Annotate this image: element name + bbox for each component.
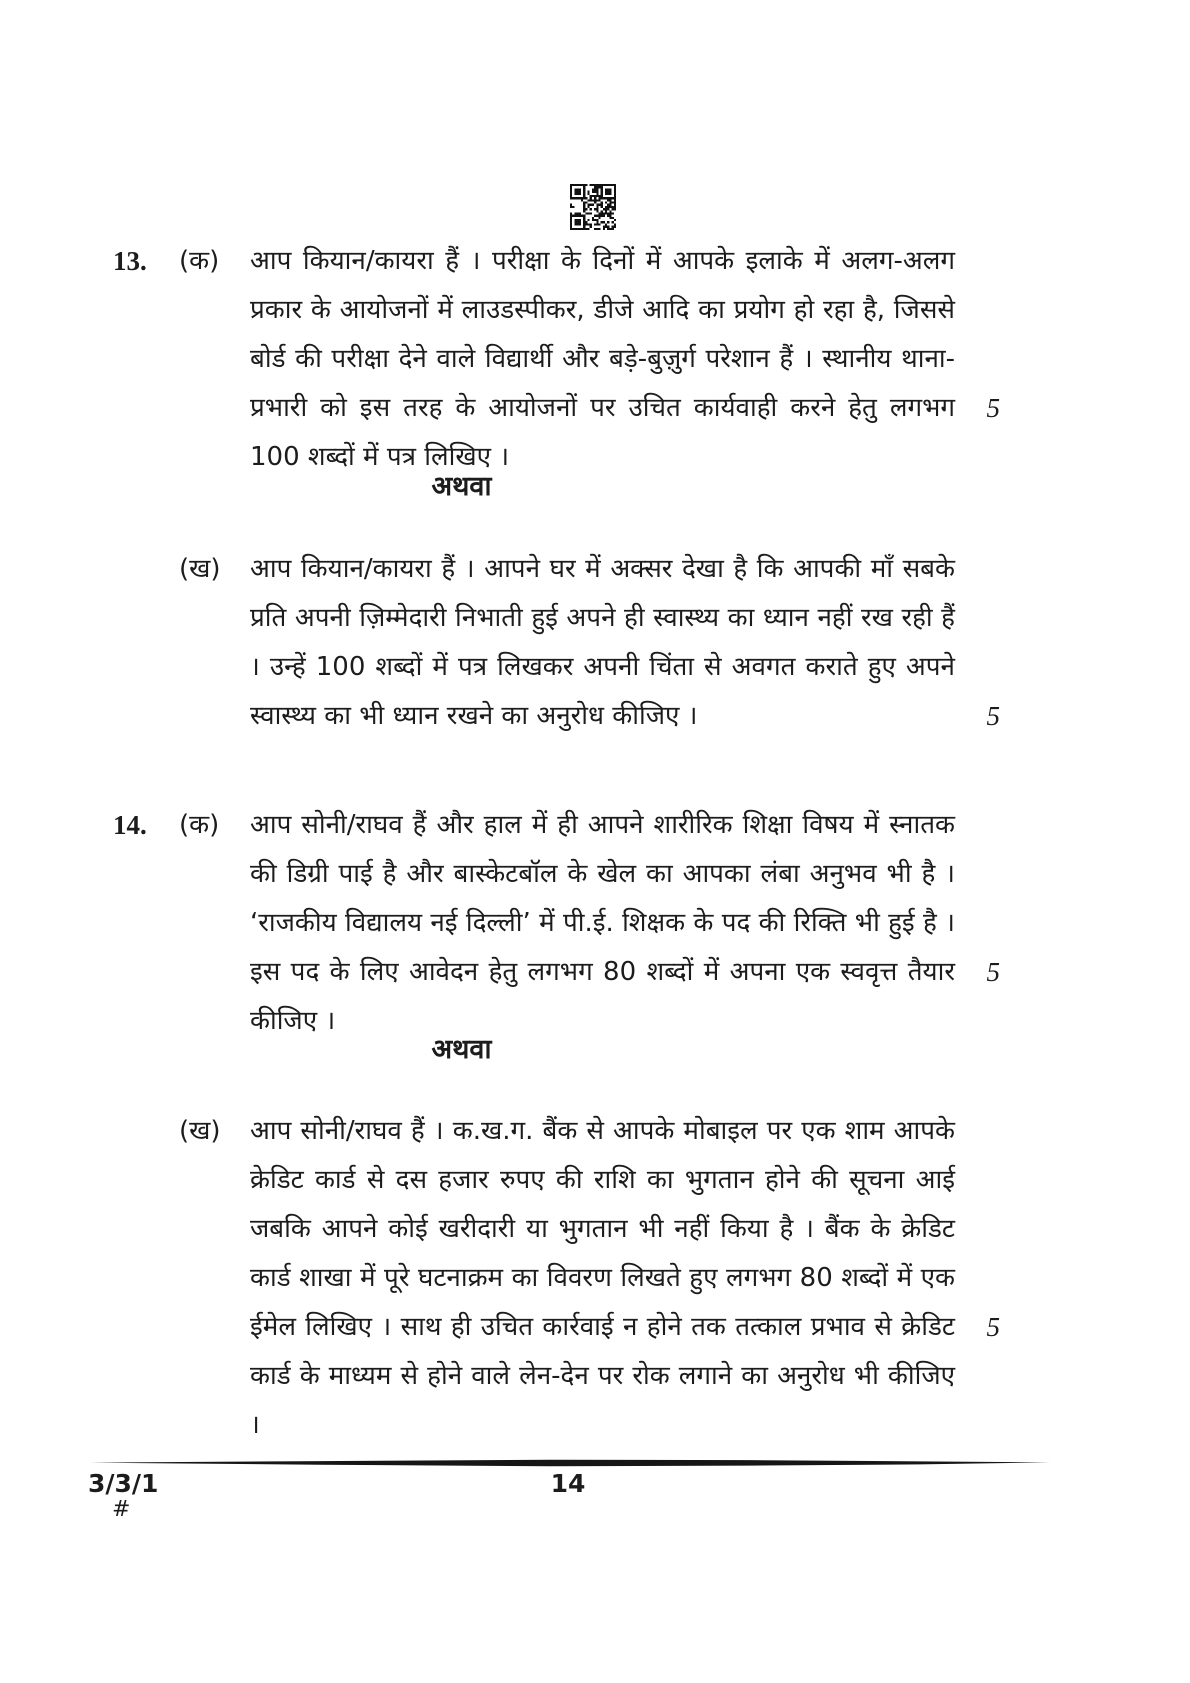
hash-mark: # xyxy=(112,1497,131,1522)
or-separator: अथवा xyxy=(431,471,492,502)
marks-value: 5 xyxy=(986,957,1000,987)
question-number: 13. xyxy=(113,246,147,276)
part-label: (ख) xyxy=(179,554,221,584)
question-14-part-a xyxy=(113,801,1000,1046)
marks-value: 5 xyxy=(986,701,1000,731)
question-text: आप कियान/कायरा हैं । आपने घर में अक्सर देखा है कि आपकी माँ सबके प्रति अपनी ज़िम्मेदारी निभाती हुई अपने ही स्वास्थ्य का ध्यान नहीं रख रही हैं । उन्हें 100 शब्दों में पत्र लिखकर अपनी चिंता से अवगत कराते हुए अपने स्वास्थ्य का भी ध्यान रखने का अनुरोध कीजिए । xyxy=(250,554,955,731)
paper-code: 3/3/1 xyxy=(88,1469,159,1498)
question-13-part-b xyxy=(113,545,1000,741)
marks-value: 5 xyxy=(986,1312,1000,1342)
part-label: (क) xyxy=(179,246,220,276)
question-text: आप सोनी/राघव हैं । क.ख.ग. बैंक से आपके मोबाइल पर एक शाम आपके क्रेडिट कार्ड से दस हजार रुपए की राशि का भुगतान होने की सूचना आई जबकि आपने कोई खरीदारी या भुगतान भी नहीं किया है । बैंक के क्रेडिट कार्ड शाखा में पूरे घटनाक्रम का विवरण लिखते हुए लगभग 80 शब्दों में एक ईमेल लिखिए । साथ ही उचित कार्रवाई न होने तक तत्काल प्रभाव से क्रेडिट कार्ड के माध्यम से होने वाले लेन-देन पर रोक लगाने का अनुरोध भी कीजिए । xyxy=(250,1116,955,1440)
marks-value: 5 xyxy=(986,393,1000,423)
question-14-part-b xyxy=(113,1107,1000,1450)
footer-divider-line xyxy=(90,1453,1050,1463)
question-text: आप कियान/कायरा हैं । परीक्षा के दिनों में आपके इलाके में अलग-अलग प्रकार के आयोजनों में लाउडस्पीकर, डीजे आदि का प्रयोग हो रहा है, जिससे बोर्ड की परीक्षा देने वाले विद्यार्थी और बड़े-बुज़ुर्ग परेशान हैं । स्थानीय थाना-प्रभारी को इस तरह के आयोजनों पर उचित कार्यवाही करने हेतु लगभग 100 शब्दों में पत्र लिखिए । xyxy=(250,246,956,472)
or-separator: अथवा xyxy=(431,1034,492,1065)
question-13-part-a xyxy=(113,237,1000,482)
page-number: 14 xyxy=(550,1469,586,1498)
question-number: 14. xyxy=(113,810,147,840)
part-label: (क) xyxy=(179,810,220,840)
part-label: (ख) xyxy=(179,1116,221,1146)
question-text: आप सोनी/राघव हैं और हाल में ही आपने शारीरिक शिक्षा विषय में स्नातक की डिग्री पाई है और बास्केटबॉल के खेल का आपका लंबा अनुभव भी है । ‘राजकीय विद्यालय नई दिल्ली’ में पी.ई. शिक्षक के पद की रिक्ति भी हुई है । इस पद के लिए आवेदन हेतु लगभग 80 शब्दों में अपना एक स्ववृत्त तैयार कीजिए । xyxy=(250,810,955,1036)
qr-code-icon xyxy=(570,184,616,230)
